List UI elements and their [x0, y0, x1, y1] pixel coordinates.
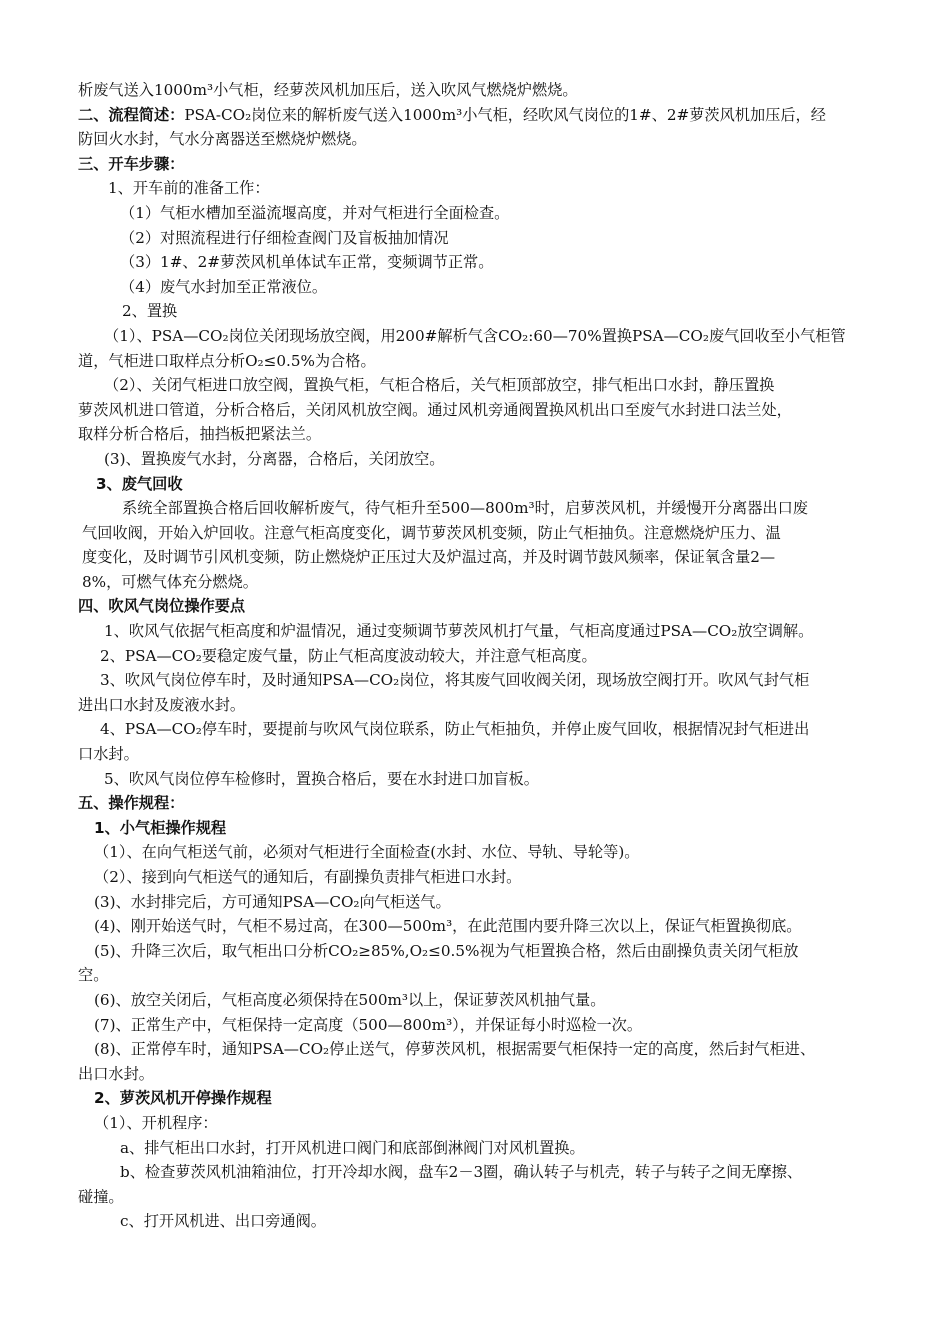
text-line: 出口水封。 [78, 1064, 154, 1083]
section-heading-2: 二、流程简述： [78, 105, 185, 124]
list-item: (4)、刚开始送气时，气柜不易过高，在300—500m³，在此范围内要升降三次以上，保证气柜置换彻底。 [94, 917, 802, 936]
section-heading-3: 三、开车步骤： [78, 154, 185, 173]
list-item: （3）1#、2#萝茨风机单体试车正常，变频调节正常。 [120, 253, 494, 272]
text-line: 防回火水封，气水分离器送至燃烧炉燃烧。 [78, 130, 367, 149]
list-item: （1）气柜水槽加至溢流堰高度，并对气柜进行全面检查。 [120, 203, 510, 222]
subheading: 3、废气回收 [96, 474, 183, 493]
subheading: 1、小气柜操作规程 [94, 818, 227, 837]
list-item: 2、PSA—CO₂要稳定废气量，防止气柜高度波动较大，并注意气柜高度。 [100, 646, 597, 665]
text-line: （1）、PSA—CO₂岗位关闭现场放空阀，用200#解析气含CO₂:60—70%置换PSA—CO₂废气回收至小气柜管 [104, 326, 846, 345]
text-line: 萝茨风机进口管道，分析合格后，关闭风机放空阀。通过风机旁通阀置换风机出口至废气水封进口法兰处， [78, 400, 792, 419]
text-line: PSA-CO₂岗位来的解析废气送入1000m³小气柜，经吹风气岗位的1#、2#萝茨风机加压后，经 [184, 105, 826, 124]
text-line: （2）、关闭气柜进口放空阀，置换气柜，气柜合格后，关气柜顶部放空，排气柜出口水封，静压置换 [104, 376, 775, 395]
text-line: 气回收阀，开始入炉回收。注意气柜高度变化，调节萝茨风机变频，防止气柜抽负。注意燃烧炉压力、温 [82, 523, 781, 542]
list-item: （1）、开机程序： [94, 1113, 218, 1132]
list-item: (3)、水封排完后，方可通知PSA—CO₂向气柜送气。 [94, 892, 451, 911]
list-item: 4、PSA—CO₂停车时，要提前与吹风气岗位联系，防止气柜抽负，并停止废气回收，根据情况封气柜进出 [100, 720, 810, 739]
list-item: a、排气柜出口水封，打开风机进口阀门和底部倒淋阀门对风机置换。 [120, 1138, 585, 1157]
list-item: （4）废气水封加至正常液位。 [120, 277, 328, 296]
section-heading-4: 四、吹风气岗位操作要点 [78, 597, 246, 616]
text-line: 取样分析合格后，抽挡板把紧法兰。 [78, 425, 321, 444]
section-heading-5: 五、操作规程： [78, 794, 185, 813]
list-item: (5)、升降三次后，取气柜出口分析CO₂≥85%,O₂≤0.5%视为气柜置换合格，然后由副操负责关闭气柜放 [94, 941, 799, 960]
text-line: 进出口水封及废液水封。 [78, 695, 246, 714]
text-line: 系统全部置换合格后回收解析废气，待气柜升至500—800m³时，启萝茨风机，并缓慢开分离器出口废 [122, 499, 808, 518]
subheading: 2、萝茨风机开停操作规程 [94, 1089, 272, 1108]
subheading: 1、开车前的准备工作： [108, 179, 270, 198]
list-item: (8)、正常停车时，通知PSA—CO₂停止送气，停萝茨风机，根据需要气柜保持一定的高度，然后封气柜进、 [94, 1040, 816, 1059]
list-item: (6)、放空关闭后，气柜高度必须保持在500m³以上，保证萝茨风机抽气量。 [94, 990, 606, 1009]
text-line: (3)、置换废气水封，分离器，合格后，关闭放空。 [104, 449, 445, 468]
text-line: 空。 [78, 966, 109, 985]
list-item: c、打开风机进、出口旁通阀。 [120, 1212, 326, 1231]
text-line: 度变化，及时调节引风机变频，防止燃烧炉正压过大及炉温过高，并及时调节鼓风频率，保证氧含量2— [82, 548, 776, 567]
list-item: 1、吹风气依据气柜高度和炉温情况，通过变频调节萝茨风机打气量，气柜高度通过PSA—CO₂放空调解。 [104, 622, 814, 641]
text-line: 析废气送入1000m³小气柜，经萝茨风机加压后，送入吹风气燃烧炉燃烧。 [78, 81, 578, 99]
list-item: 5、吹风气岗位停车检修时，置换合格后，要在水封进口加盲板。 [104, 769, 539, 788]
text-line: 碰撞。 [78, 1187, 124, 1206]
list-item: （2）对照流程进行仔细检查阀门及盲板抽加情况 [120, 228, 449, 247]
list-item: （1）、在向气柜送气前，必须对气柜进行全面检查(水封、水位、导轨、导轮等)。 [94, 843, 640, 862]
text-line: 8%，可燃气体充分燃烧。 [82, 572, 258, 591]
text-line: 口水封。 [78, 745, 139, 764]
list-item: b、检查萝茨风机油箱油位，打开冷却水阀，盘车2－3圈，确认转子与机壳，转子与转子之间无摩擦、 [120, 1163, 803, 1182]
text-line: 道，气柜进口取样点分析O₂≤0.5%为合格。 [78, 351, 376, 370]
list-item: 3、吹风气岗位停车时，及时通知PSA—CO₂岗位，将其废气回收阀关闭，现场放空阀打开。吹风气封气柜 [100, 671, 810, 690]
list-item: (7)、正常生产中，气柜保持一定高度（500—800m³），并保证每小时巡检一次。 [94, 1015, 643, 1034]
text-line-flow [78, 103, 870, 128]
subheading: 2、置换 [122, 302, 178, 321]
list-item: （2）、接到向气柜送气的通知后，有副操负责排气柜进口水封。 [94, 868, 522, 886]
